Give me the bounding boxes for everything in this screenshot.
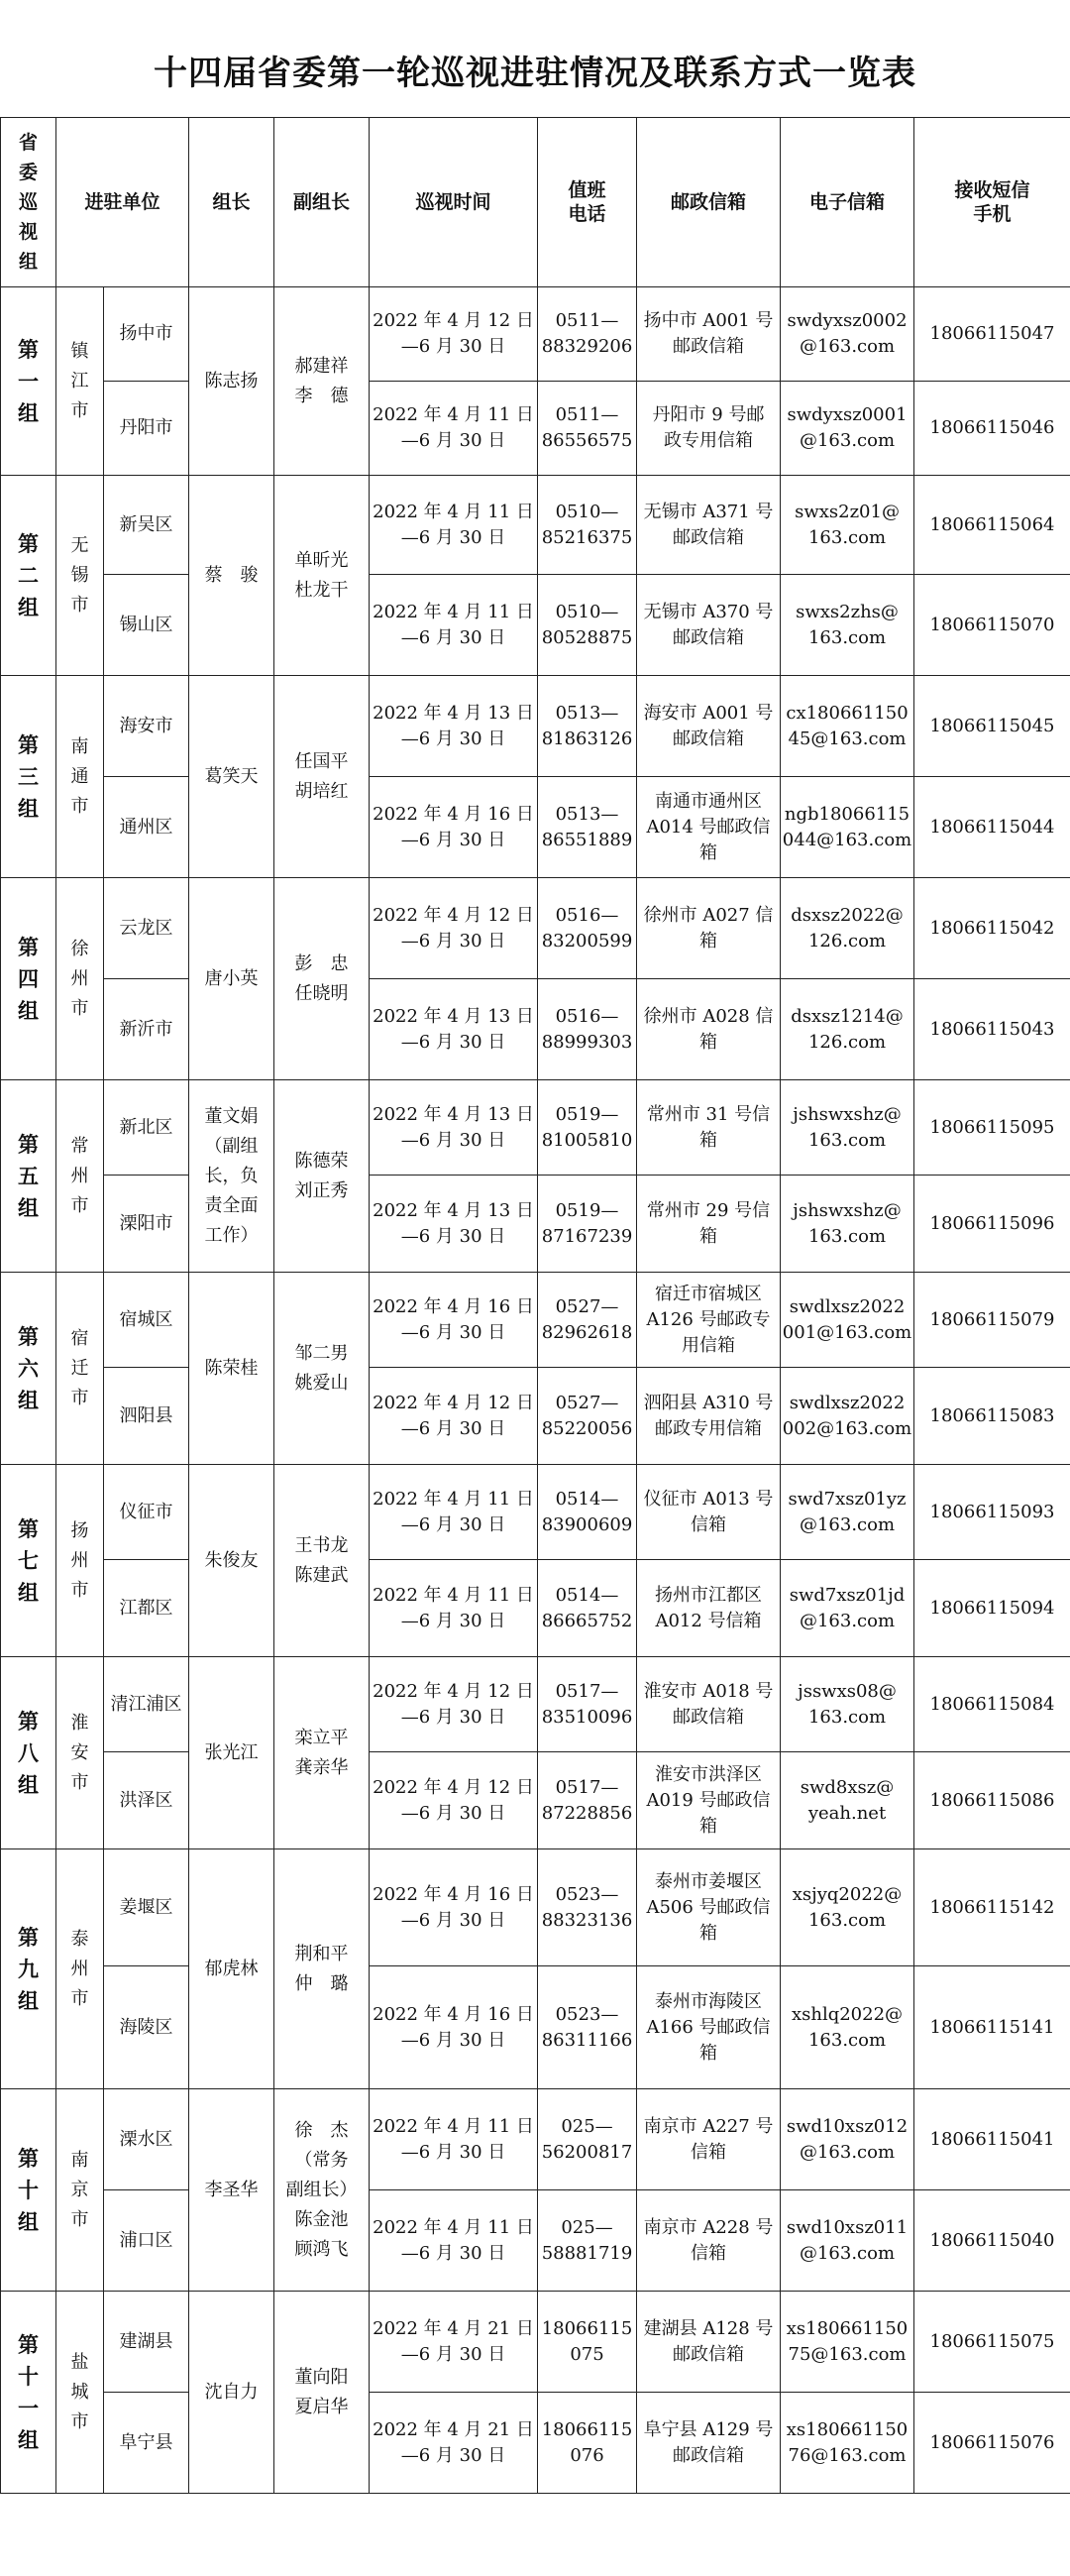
group-name: 第九组 xyxy=(1,1849,56,2089)
group-name: 第一组 xyxy=(1,287,56,476)
postbox: 无锡市 A370 号 邮政信箱 xyxy=(637,575,781,676)
duty-phone: 0513— 86551889 xyxy=(538,777,637,878)
unit-name: 江都区 xyxy=(104,1560,189,1657)
duty-phone: 0517— 83510096 xyxy=(538,1657,637,1752)
group-name: 第三组 xyxy=(1,676,56,878)
unit-name: 海安市 xyxy=(104,676,189,777)
unit-name: 建湖县 xyxy=(104,2292,189,2393)
duty-phone: 025— 58881719 xyxy=(538,2190,637,2292)
period: 2022 年 4 月 13 日 —6 月 30 日 xyxy=(370,979,538,1080)
group-deputy: 徐 杰 （常务 副组长） 陈金池 顾鸿飞 xyxy=(274,2089,370,2292)
group-deputy: 彭 忠 任晓明 xyxy=(274,878,370,1080)
group-leader: 郁虎林 xyxy=(189,1849,274,2089)
header-duty-phone: 值班 电话 xyxy=(538,118,637,287)
group-leader: 蔡 骏 xyxy=(189,476,274,676)
duty-phone: 0511— 86556575 xyxy=(538,382,637,476)
duty-phone: 0519— 81005810 xyxy=(538,1080,637,1176)
group-deputy: 郝建祥 李 德 xyxy=(274,287,370,476)
email: swdlxsz2022 001@163.com xyxy=(781,1273,914,1368)
group-deputy: 董向阳 夏启华 xyxy=(274,2292,370,2494)
duty-phone: 025— 56200817 xyxy=(538,2089,637,2190)
period: 2022 年 4 月 21 日 —6 月 30 日 xyxy=(370,2393,538,2494)
sms-phone: 18066115086 xyxy=(914,1752,1070,1849)
table-row xyxy=(1,1560,1070,1657)
sms-phone: 18066115093 xyxy=(914,1465,1070,1560)
postbox: 泰州市姜堰区 A506 号邮政信 箱 xyxy=(637,1849,781,1966)
group-deputy: 荆和平 仲 璐 xyxy=(274,1849,370,2089)
table-row xyxy=(1,1465,1070,1560)
postbox: 扬中市 A001 号 邮政信箱 xyxy=(637,287,781,382)
period: 2022 年 4 月 12 日 —6 月 30 日 xyxy=(370,287,538,382)
group-name: 第十一组 xyxy=(1,2292,56,2494)
period: 2022 年 4 月 11 日 —6 月 30 日 xyxy=(370,2089,538,2190)
email: dsxsz1214@ 126.com xyxy=(781,979,914,1080)
unit-name: 扬中市 xyxy=(104,287,189,382)
header-email: 电子信箱 xyxy=(781,118,914,287)
email: xsjyq2022@ 163.com xyxy=(781,1849,914,1966)
sms-phone: 18066115079 xyxy=(914,1273,1070,1368)
sms-phone: 18066115076 xyxy=(914,2393,1070,2494)
header-deputy: 副组长 xyxy=(274,118,370,287)
duty-phone: 0527— 85220056 xyxy=(538,1368,637,1465)
sms-phone: 18066115084 xyxy=(914,1657,1070,1752)
period: 2022 年 4 月 12 日 —6 月 30 日 xyxy=(370,1657,538,1752)
table-row xyxy=(1,382,1070,476)
period: 2022 年 4 月 12 日 —6 月 30 日 xyxy=(370,878,538,979)
header-period: 巡视时间 xyxy=(370,118,538,287)
postbox: 淮安市 A018 号 邮政信箱 xyxy=(637,1657,781,1752)
postbox: 阜宁县 A129 号 邮政信箱 xyxy=(637,2393,781,2494)
duty-phone: 0517— 87228856 xyxy=(538,1752,637,1849)
postbox: 淮安市洪泽区 A019 号邮政信 箱 xyxy=(637,1752,781,1849)
duty-phone: 0516— 83200599 xyxy=(538,878,637,979)
sms-phone: 18066115045 xyxy=(914,676,1070,777)
table-row xyxy=(1,2089,1070,2190)
group-name: 第六组 xyxy=(1,1273,56,1465)
group-city: 南京市 xyxy=(56,2089,104,2292)
email: swdlxsz2022 002@163.com xyxy=(781,1368,914,1465)
duty-phone: 0510— 80528875 xyxy=(538,575,637,676)
duty-phone: 0527— 82962618 xyxy=(538,1273,637,1368)
duty-phone: 0511— 88329206 xyxy=(538,287,637,382)
email: jshswxshz@ 163.com xyxy=(781,1080,914,1176)
table-row xyxy=(1,1657,1070,1752)
postbox: 扬州市江都区 A012 号信箱 xyxy=(637,1560,781,1657)
postbox: 南通市通州区 A014 号邮政信 箱 xyxy=(637,777,781,878)
sms-phone: 18066115064 xyxy=(914,476,1070,575)
period: 2022 年 4 月 11 日 —6 月 30 日 xyxy=(370,1560,538,1657)
inspection-table xyxy=(0,117,1070,2494)
group-leader: 陈志扬 xyxy=(189,287,274,476)
table-row xyxy=(1,1966,1070,2089)
unit-name: 新沂市 xyxy=(104,979,189,1080)
period: 2022 年 4 月 11 日 —6 月 30 日 xyxy=(370,575,538,676)
table-row xyxy=(1,1273,1070,1368)
unit-name: 阜宁县 xyxy=(104,2393,189,2494)
table-row xyxy=(1,575,1070,676)
table-row xyxy=(1,476,1070,575)
table-row xyxy=(1,287,1070,382)
period: 2022 年 4 月 13 日 —6 月 30 日 xyxy=(370,1176,538,1273)
email: swxs2zhs@ 163.com xyxy=(781,575,914,676)
unit-name: 海陵区 xyxy=(104,1966,189,2089)
duty-phone: 0519— 87167239 xyxy=(538,1176,637,1273)
group-leader: 张光江 xyxy=(189,1657,274,1849)
group-leader: 朱俊友 xyxy=(189,1465,274,1657)
postbox: 建湖县 A128 号 邮政信箱 xyxy=(637,2292,781,2393)
sms-phone: 18066115096 xyxy=(914,1176,1070,1273)
unit-name: 溧水区 xyxy=(104,2089,189,2190)
duty-phone: 0523— 86311166 xyxy=(538,1966,637,2089)
email: xshlq2022@ 163.com xyxy=(781,1966,914,2089)
email: dsxsz2022@ 126.com xyxy=(781,878,914,979)
sms-phone: 18066115044 xyxy=(914,777,1070,878)
group-leader: 唐小英 xyxy=(189,878,274,1080)
email: cx180661150 45@163.com xyxy=(781,676,914,777)
period: 2022 年 4 月 11 日 —6 月 30 日 xyxy=(370,382,538,476)
table-row xyxy=(1,1080,1070,1176)
email: swdyxsz0001 @163.com xyxy=(781,382,914,476)
group-name: 第七组 xyxy=(1,1465,56,1657)
unit-name: 宿城区 xyxy=(104,1273,189,1368)
header-leader: 组长 xyxy=(189,118,274,287)
table-row xyxy=(1,2190,1070,2292)
email: xs180661150 76@163.com xyxy=(781,2393,914,2494)
duty-phone: 18066115 075 xyxy=(538,2292,637,2393)
email: ngb18066115 044@163.com xyxy=(781,777,914,878)
sms-phone: 18066115040 xyxy=(914,2190,1070,2292)
table-row xyxy=(1,1368,1070,1465)
unit-name: 云龙区 xyxy=(104,878,189,979)
sms-phone: 18066115142 xyxy=(914,1849,1070,1966)
period: 2022 年 4 月 11 日 —6 月 30 日 xyxy=(370,2190,538,2292)
group-leader: 李圣华 xyxy=(189,2089,274,2292)
email: swd7xsz01yz @163.com xyxy=(781,1465,914,1560)
duty-phone: 0514— 86665752 xyxy=(538,1560,637,1657)
header-unit: 进驻单位 xyxy=(56,118,189,287)
email: swdyxsz0002 @163.com xyxy=(781,287,914,382)
period: 2022 年 4 月 16 日 —6 月 30 日 xyxy=(370,1849,538,1966)
table-row xyxy=(1,878,1070,979)
unit-name: 通州区 xyxy=(104,777,189,878)
group-leader: 沈自力 xyxy=(189,2292,274,2494)
table-body xyxy=(1,287,1070,2494)
header-row xyxy=(1,118,1070,287)
postbox: 宿迁市宿城区 A126 号邮政专 用信箱 xyxy=(637,1273,781,1368)
sms-phone: 18066115094 xyxy=(914,1560,1070,1657)
group-name: 第五组 xyxy=(1,1080,56,1273)
period: 2022 年 4 月 13 日 —6 月 30 日 xyxy=(370,676,538,777)
unit-name: 丹阳市 xyxy=(104,382,189,476)
group-leader: 董文娟 （副组 长，负 责全面 工作） xyxy=(189,1080,274,1273)
unit-name: 泗阳县 xyxy=(104,1368,189,1465)
postbox: 徐州市 A028 信 箱 xyxy=(637,979,781,1080)
period: 2022 年 4 月 16 日 —6 月 30 日 xyxy=(370,1273,538,1368)
sms-phone: 18066115141 xyxy=(914,1966,1070,2089)
table-row xyxy=(1,979,1070,1080)
header-group: 省委巡视组 xyxy=(1,118,56,287)
duty-phone: 0516— 88999303 xyxy=(538,979,637,1080)
table-row xyxy=(1,1849,1070,1966)
unit-name: 溧阳市 xyxy=(104,1176,189,1273)
group-city: 南通市 xyxy=(56,676,104,878)
group-city: 镇江市 xyxy=(56,287,104,476)
email: jshswxshz@ 163.com xyxy=(781,1176,914,1273)
period: 2022 年 4 月 11 日 —6 月 30 日 xyxy=(370,476,538,575)
duty-phone: 0514— 83900609 xyxy=(538,1465,637,1560)
table-row xyxy=(1,1176,1070,1273)
group-name: 第二组 xyxy=(1,476,56,676)
group-name: 第十组 xyxy=(1,2089,56,2292)
group-city: 宿迁市 xyxy=(56,1273,104,1465)
sms-phone: 18066115043 xyxy=(914,979,1070,1080)
postbox: 海安市 A001 号 邮政信箱 xyxy=(637,676,781,777)
unit-name: 清江浦区 xyxy=(104,1657,189,1752)
postbox: 徐州市 A027 信 箱 xyxy=(637,878,781,979)
page-title: 十四届省委第一轮巡视进驻情况及联系方式一览表 xyxy=(154,54,916,93)
postbox: 南京市 A228 号 信箱 xyxy=(637,2190,781,2292)
group-city: 常州市 xyxy=(56,1080,104,1273)
group-city: 泰州市 xyxy=(56,1849,104,2089)
postbox: 常州市 31 号信 箱 xyxy=(637,1080,781,1176)
unit-name: 新吴区 xyxy=(104,476,189,575)
email: swxs2z01@ 163.com xyxy=(781,476,914,575)
table-row xyxy=(1,1752,1070,1849)
header-postbox: 邮政信箱 xyxy=(637,118,781,287)
period: 2022 年 4 月 16 日 —6 月 30 日 xyxy=(370,1966,538,2089)
group-city: 徐州市 xyxy=(56,878,104,1080)
email: xs180661150 75@163.com xyxy=(781,2292,914,2393)
group-deputy: 任国平 胡培红 xyxy=(274,676,370,878)
group-city: 扬州市 xyxy=(56,1465,104,1657)
group-city: 盐城市 xyxy=(56,2292,104,2494)
period: 2022 年 4 月 12 日 —6 月 30 日 xyxy=(370,1752,538,1849)
unit-name: 锡山区 xyxy=(104,575,189,676)
table-row xyxy=(1,2292,1070,2393)
email: swd7xsz01jd @163.com xyxy=(781,1560,914,1657)
period: 2022 年 4 月 11 日 —6 月 30 日 xyxy=(370,1465,538,1560)
table-row xyxy=(1,676,1070,777)
email: jsswxs08@ 163.com xyxy=(781,1657,914,1752)
header-sms: 接收短信 手机 xyxy=(914,118,1070,287)
postbox: 无锡市 A371 号 邮政信箱 xyxy=(637,476,781,575)
group-city: 淮安市 xyxy=(56,1657,104,1849)
email: swd10xsz012 @163.com xyxy=(781,2089,914,2190)
duty-phone: 18066115 076 xyxy=(538,2393,637,2494)
group-name: 第四组 xyxy=(1,878,56,1080)
sms-phone: 18066115075 xyxy=(914,2292,1070,2393)
group-deputy: 王书龙 陈建武 xyxy=(274,1465,370,1657)
sms-phone: 18066115042 xyxy=(914,878,1070,979)
duty-phone: 0513— 81863126 xyxy=(538,676,637,777)
unit-name: 仪征市 xyxy=(104,1465,189,1560)
period: 2022 年 4 月 13 日 —6 月 30 日 xyxy=(370,1080,538,1176)
sms-phone: 18066115047 xyxy=(914,287,1070,382)
group-leader: 葛笑天 xyxy=(189,676,274,878)
postbox: 泗阳县 A310 号 邮政专用信箱 xyxy=(637,1368,781,1465)
group-deputy: 邹二男 姚爱山 xyxy=(274,1273,370,1465)
unit-name: 姜堰区 xyxy=(104,1849,189,1966)
email: swd10xsz011 @163.com xyxy=(781,2190,914,2292)
table-row xyxy=(1,777,1070,878)
sms-phone: 18066115083 xyxy=(914,1368,1070,1465)
postbox: 常州市 29 号信 箱 xyxy=(637,1176,781,1273)
group-leader: 陈荣桂 xyxy=(189,1273,274,1465)
sms-phone: 18066115095 xyxy=(914,1080,1070,1176)
unit-name: 洪泽区 xyxy=(104,1752,189,1849)
table-row xyxy=(1,2393,1070,2494)
group-name: 第八组 xyxy=(1,1657,56,1849)
group-deputy: 单昕光 杜龙干 xyxy=(274,476,370,676)
sms-phone: 18066115041 xyxy=(914,2089,1070,2190)
group-deputy: 陈德荣 刘正秀 xyxy=(274,1080,370,1273)
duty-phone: 0510— 85216375 xyxy=(538,476,637,575)
period: 2022 年 4 月 16 日 —6 月 30 日 xyxy=(370,777,538,878)
postbox: 南京市 A227 号 信箱 xyxy=(637,2089,781,2190)
sms-phone: 18066115070 xyxy=(914,575,1070,676)
postbox: 泰州市海陵区 A166 号邮政信 箱 xyxy=(637,1966,781,2089)
sms-phone: 18066115046 xyxy=(914,382,1070,476)
duty-phone: 0523— 88323136 xyxy=(538,1849,637,1966)
group-city: 无锡市 xyxy=(56,476,104,676)
unit-name: 新北区 xyxy=(104,1080,189,1176)
postbox: 丹阳市 9 号邮 政专用信箱 xyxy=(637,382,781,476)
group-deputy: 栾立平 龚亲华 xyxy=(274,1657,370,1849)
unit-name: 浦口区 xyxy=(104,2190,189,2292)
postbox: 仪征市 A013 号 信箱 xyxy=(637,1465,781,1560)
email: swd8xsz@ yeah.net xyxy=(781,1752,914,1849)
period: 2022 年 4 月 21 日 —6 月 30 日 xyxy=(370,2292,538,2393)
period: 2022 年 4 月 12 日 —6 月 30 日 xyxy=(370,1368,538,1465)
